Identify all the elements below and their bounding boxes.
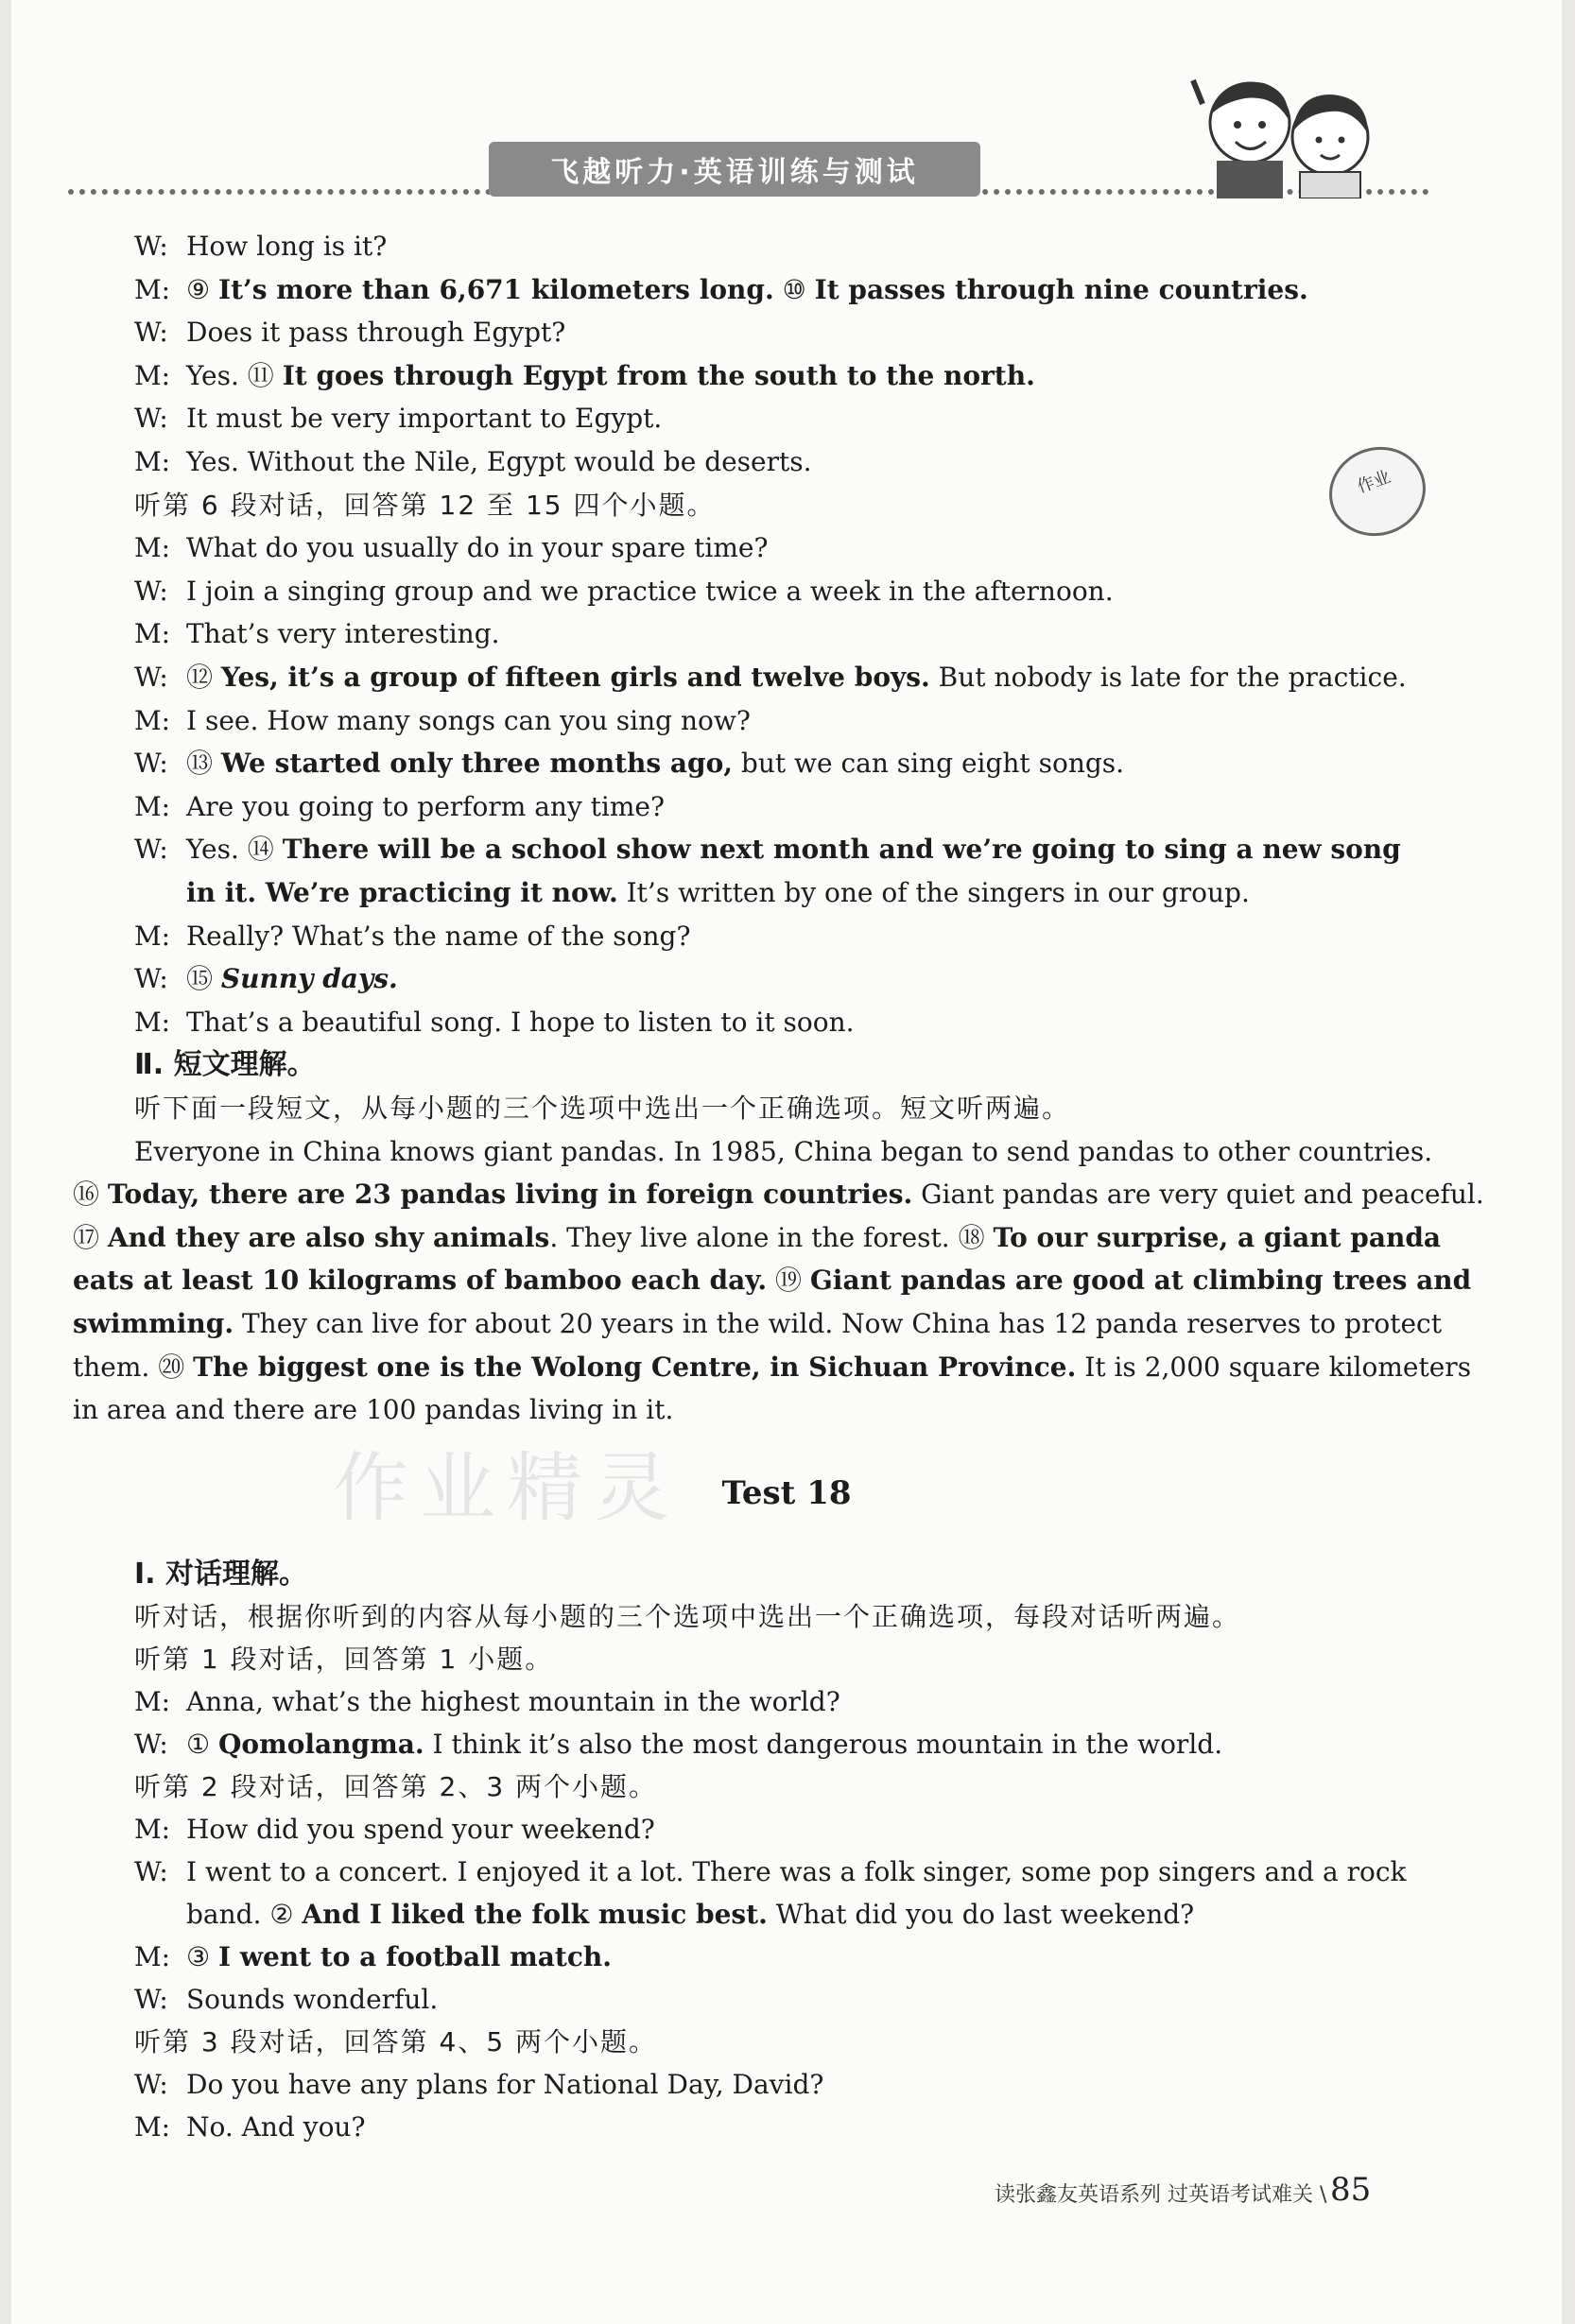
speaker-label: M: [134,618,171,650]
text-segment: It is 2,000 square kilometers [1076,1351,1472,1383]
instruction-line: 听第 2 段对话，回答第 2、3 两个小题。 [134,1771,658,1802]
bold-answer-text: There will be a school show next month and we’re going to sing a new song [282,834,1401,866]
line-text [186,612,500,656]
line-text [186,1001,855,1044]
bold-answer-text: Sunny days. [220,963,398,995]
text-segment: Do you have any plans for National Day, David? [186,2069,824,2100]
line-text [186,1936,612,1979]
text-segment: That’s a beautiful song. I hope to listen to it soon. [186,1006,855,1038]
bold-answer-text: It passes through nine countries. [814,273,1308,305]
bold-answer-text: It’s more than 6,671 kilometers long. [218,273,774,305]
text-segment: Giant pandas are very quiet and peaceful. [912,1179,1484,1211]
line-text [73,1388,673,1432]
test-title: Test 18 [721,1474,852,1512]
bold-answer-text: eats at least 10 kilograms of bamboo each day. [73,1265,768,1297]
text-segment: ③ [186,1941,219,1972]
line-text [186,2106,365,2149]
speaker-label: W: [134,317,168,349]
speaker-label: M: [134,1006,171,1038]
section-heading: Ⅱ. 短文理解。 [134,1048,316,1082]
text-segment: ⑨ [186,273,219,305]
text-segment: ① [186,1729,219,1760]
bold-answer-text: The biggest one is the Wolong Centre, in Sichuan Province. [193,1351,1077,1383]
text-segment: No. And you? [186,2111,366,2143]
line-text [186,915,691,958]
bold-answer-text: Today, there are 23 pandas living in foreign countries. [107,1179,913,1211]
speaker-label: W: [134,1984,168,2015]
line-text [186,526,768,570]
text-segment: But nobody is late for the practice. [929,662,1407,693]
speaker-label: W: [134,2069,168,2100]
text-segment: It’s written by one of the singers in our group. [617,877,1250,908]
bold-answer-text: To our surprise, a giant panda [993,1221,1442,1253]
line-text [186,828,1401,871]
bold-answer-text: And they are also shy animals [107,1221,550,1253]
line-text [186,785,665,829]
text-segment: in area and there are 100 pandas living in it. [73,1394,674,1426]
speaker-label: M: [134,1814,171,1845]
line-text [186,871,1250,915]
watermark: 作业精灵 [333,1444,681,1532]
bold-answer-text: We started only three months ago, [220,748,734,780]
speaker-label: M: [134,359,171,391]
bold-answer-text: in it. We’re practicing it now. [186,877,618,908]
line-text [73,1216,1441,1260]
text-segment: What do you usually do in your spare time? [186,532,769,564]
speaker-label: W: [134,963,168,995]
speaker-label: M: [134,2111,171,2143]
instruction-line: 听下面一段短文，从每小题的三个选项中选出一个正确选项。短文听两遍。 [134,1093,1071,1124]
text-segment: Yes. ⑭ [186,834,283,866]
speaker-label: W: [134,662,168,693]
speaker-label: M: [134,1941,171,1972]
speaker-label: W: [134,575,168,607]
speaker-label: M: [134,532,171,564]
text-segment: Yes. ⑪ [186,359,283,391]
section-heading: Ⅰ. 对话理解。 [134,1558,308,1591]
text-segment: . They live alone in the forest. ⑱ [549,1221,994,1253]
text-segment: Does it pass through Egypt? [186,317,566,349]
svg-text:作业: 作业 [1354,467,1393,498]
text-segment: Really? What’s the name of the song? [186,920,691,952]
speaker-label: M: [134,704,171,736]
text-segment: What did you do last weekend? [767,1899,1195,1930]
header-banner: 飞越听力·英语训练与测试 [489,142,980,197]
text-segment: I went to a concert. I enjoyed it a lot. There was a folk singer, some pop singers and a rock [186,1856,1407,1887]
speaker-label: M: [134,920,171,952]
speaker-label: M: [134,1686,171,1717]
text-segment: I join a singing group and we practice twice a week in the afternoon. [186,575,1114,607]
text-segment: ⑬ [186,748,221,780]
text-segment: ⑩ [773,273,815,305]
line-text [186,656,1407,699]
text-segment: I think it’s also the most dangerous mountain in the world. [424,1729,1223,1760]
line-text [186,225,387,268]
line-text [186,440,812,484]
text-segment: Sounds wonderful. [186,1984,439,2015]
line-text [73,1346,1471,1389]
text-segment: but we can sing eight songs. [733,748,1125,780]
line-text [134,1130,1432,1174]
line-text [73,1302,1442,1346]
line-text [186,397,662,440]
line-text [186,1680,840,1724]
speaker-label: M: [134,790,171,822]
bold-answer-text: Giant pandas are good at climbing trees and [809,1265,1472,1297]
footer-series: 读张鑫友英语系列 过英语考试难关 \ [995,2183,1327,2207]
line-text [186,1978,438,2022]
instruction-line: 听对话，根据你听到的内容从每小题的三个选项中选出一个正确选项，每段对话听两遍。 [134,1601,1241,1632]
speaker-label: W: [134,834,168,866]
line-text [186,570,1114,613]
text-segment: band. ② [186,1899,303,1930]
text-segment: Yes. Without the Nile, Egypt would be deserts. [186,446,812,477]
text-segment: ⑫ [186,662,221,693]
speaker-label: M: [134,446,171,477]
text-segment: ⑮ [186,963,221,995]
cartoon-kids-icon [1188,66,1396,198]
text-segment: It must be very important to Egypt. [186,403,663,435]
instruction-line: 听第 3 段对话，回答第 4、5 两个小题。 [134,2026,658,2057]
text-segment: Anna, what’s the highest mountain in the world? [186,1686,840,1717]
line-text [73,1173,1484,1216]
text-segment: them. ⑳ [73,1351,194,1383]
text-segment: ⑯ [73,1179,108,1211]
line-text [186,1723,1222,1766]
instruction-line: 听第 6 段对话，回答第 12 至 15 四个小题。 [134,489,716,521]
text-segment: That’s very interesting. [186,618,500,650]
line-text [186,1851,1407,1894]
text-segment: They can live for about 20 years in the wild. Now China has 12 panda reserves to protect [234,1308,1442,1339]
bold-answer-text: I went to a football match. [218,1941,612,1972]
speaker-label: W: [134,1729,168,1760]
homework-stamp-icon [1325,439,1429,543]
speaker-label: W: [134,748,168,780]
bold-answer-text: And I liked the folk music best. [302,1899,768,1930]
bold-answer-text: Qomolangma. [218,1729,424,1760]
text-segment: ⑲ [767,1265,810,1297]
bold-answer-text: swimming. [73,1308,234,1339]
text-segment: ⑰ [73,1221,108,1253]
speaker-label: W: [134,403,168,435]
speaker-label: W: [134,1856,168,1887]
text-segment: How did you spend your weekend? [186,1814,655,1845]
bold-answer-text: It goes through Egypt from the south to the north. [282,359,1035,391]
book-page [11,0,1562,2324]
page-number: 85 [1330,2171,1372,2209]
line-text [73,1259,1471,1302]
text-segment: How long is it? [186,231,388,262]
line-text [186,1808,655,1851]
line-text [186,311,565,354]
speaker-label: M: [134,273,171,305]
line-text [186,2063,823,2107]
bold-answer-text: Yes, it’s a group of fifteen girls and twelve boys. [220,662,930,693]
line-text [186,268,1308,312]
line-text [186,354,1035,398]
line-text [186,699,751,743]
speaker-label: W: [134,231,168,262]
page-header [11,0,1562,208]
text-segment: Everyone in China knows giant pandas. In 1985, China began to send pandas to other countries. [134,1135,1433,1167]
text-segment: I see. How many songs can you sing now? [186,704,751,736]
text-segment: Are you going to perform any time? [186,790,666,822]
line-text [186,1893,1194,1937]
line-text [186,957,398,1001]
instruction-line: 听第 1 段对话，回答第 1 小题。 [134,1644,554,1675]
line-text [186,742,1124,785]
